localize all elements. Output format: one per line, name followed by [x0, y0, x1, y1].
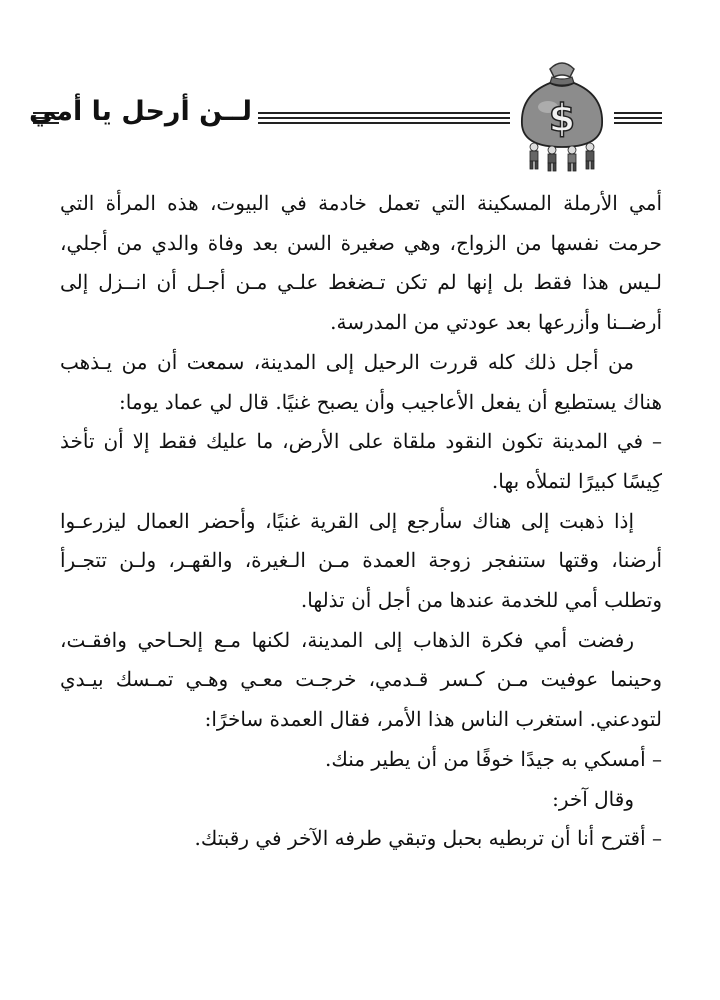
paragraph-4: رفضت أمي فكرة الذهاب إلى المدينة، لكنها مـع إلحـاحي وافقـت، وحينما عوفيت مـن كـسر قـدمي، خرجـت معـي وهـي تمـسك بيـدي لتودعني. استغرب الناس هذا الأمر، فقال العمدة ساخرًا:	[60, 627, 662, 732]
paragraph-1: أمي الأرملة المسكينة التي تعمل خادمة في البيوت، هذه المرأة التي حرمت نفسها من الزواج، وهي صغيرة السن بعد وفاة والدي من أجلي، لـيس هذا فقط بل إنها لم تكن تـضغط علـي مـن أجـل أن انــزل إلى أرضــنا وأزرعها بعد عودتي من المدرسة.	[60, 191, 663, 335]
dollar-symbol: $	[548, 96, 576, 140]
paragraph-2: من أجل ذلك كله قررت الرحيل إلى المدينة، سمعت أن من يـذهب هناك يستطيع أن يفعل الأعاجيب وأن يصبح غنيًا. قال لي عماد يوما:	[60, 349, 662, 414]
decorative-rule-right	[614, 112, 662, 126]
dialogue-line-2: – أمسكي به جيدًا خوفًا من أن يطير منك.	[325, 746, 662, 771]
decorative-rule-middle	[258, 112, 510, 126]
paragraph-3: إذا ذهبت إلى هناك سأرجع إلى القرية غنيًا، وأحضر العمال ليزرعـوا أرضنا، وقتها ستنفجر زوجة العمدة مـن الـغيرة، والقهـر، ولـن تتجـرأ وتطلب أمي للخدمة عندها من أجل أن تذلها.	[60, 508, 662, 613]
paragraph-5: وقال آخر:	[552, 786, 634, 811]
chapter-header	[0, 0, 720, 175]
chapter-title: لــن أرحل يا أمي	[28, 96, 252, 127]
dialogue-line-1: – في المدينة تكون النقود ملقاة على الأرض، ما عليك فقط إلا أن تأخذ كِيسًا كبيرًا لتملأه بها.	[60, 429, 662, 493]
dialogue-line-3: – أقترح أنا أن تربطيه بحبل وتبقي طرفه الآخر في رقبتك.	[194, 826, 662, 851]
story-text	[60, 184, 662, 859]
money-bag-icon	[512, 55, 612, 173]
